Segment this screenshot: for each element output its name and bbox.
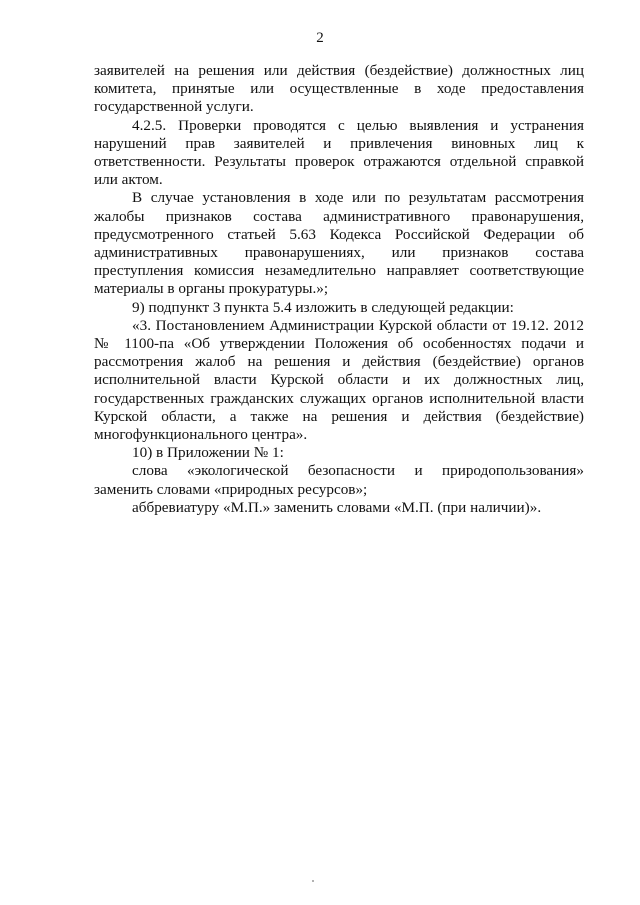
- paragraph-replace-abbreviation: аббревиатуру «М.П.» заменить словами «М.П. (при наличии)».: [132, 498, 542, 516]
- paragraph-violations: В случае установления в ходе или по результатам рассмотрения жалобы признаков состава административного правонарушения, предусмотренного статьей 5.63 Кодекса Российской Федерации об административных правонарушениях, или признаков состава преступления комиссия незамедлительно направляет соответствующие материалы в органы прокуратуры.»;: [94, 189, 584, 298]
- paragraph-replace-words: слова «экологической безопасности и природопользования» заменить словами «природных ресурсов»;: [94, 462, 584, 498]
- paragraph-resolution-quote: «3. Постановлением Администрации Курской области от 19.12. 2012 № 1100-па «Об утверждении Положения об особенностях подачи и рассмотрения жалоб на решения и действия (бездействие) органов исполнительной власти Курской области и их должностных лиц, государственных гражданских служащих органов исполнительной власти Курской области, а также на решения и действия (бездействие) многофункционального центра».: [94, 316, 584, 444]
- page-number: 2: [316, 30, 324, 46]
- paragraph-inspections: 4.2.5. Проверки проводятся с целью выявления и устранения нарушений прав заявителей и привлечения виновных лиц к ответственности. Результаты проверок отражаются отдельной справкой или актом.: [94, 116, 584, 189]
- scan-speck: [312, 880, 314, 882]
- document-body: [94, 62, 584, 517]
- paragraph-subitem-10: 10) в Приложении № 1:: [132, 444, 284, 462]
- paragraph-complaint-subject: заявителей на решения или действия (бездействие) должностных лиц комитета, принятые или осуществленные в ходе предоставления государственной услуги.: [94, 62, 584, 116]
- paragraph-subitem-9: 9) подпункт 3 пункта 5.4 изложить в следующей редакции:: [132, 298, 514, 316]
